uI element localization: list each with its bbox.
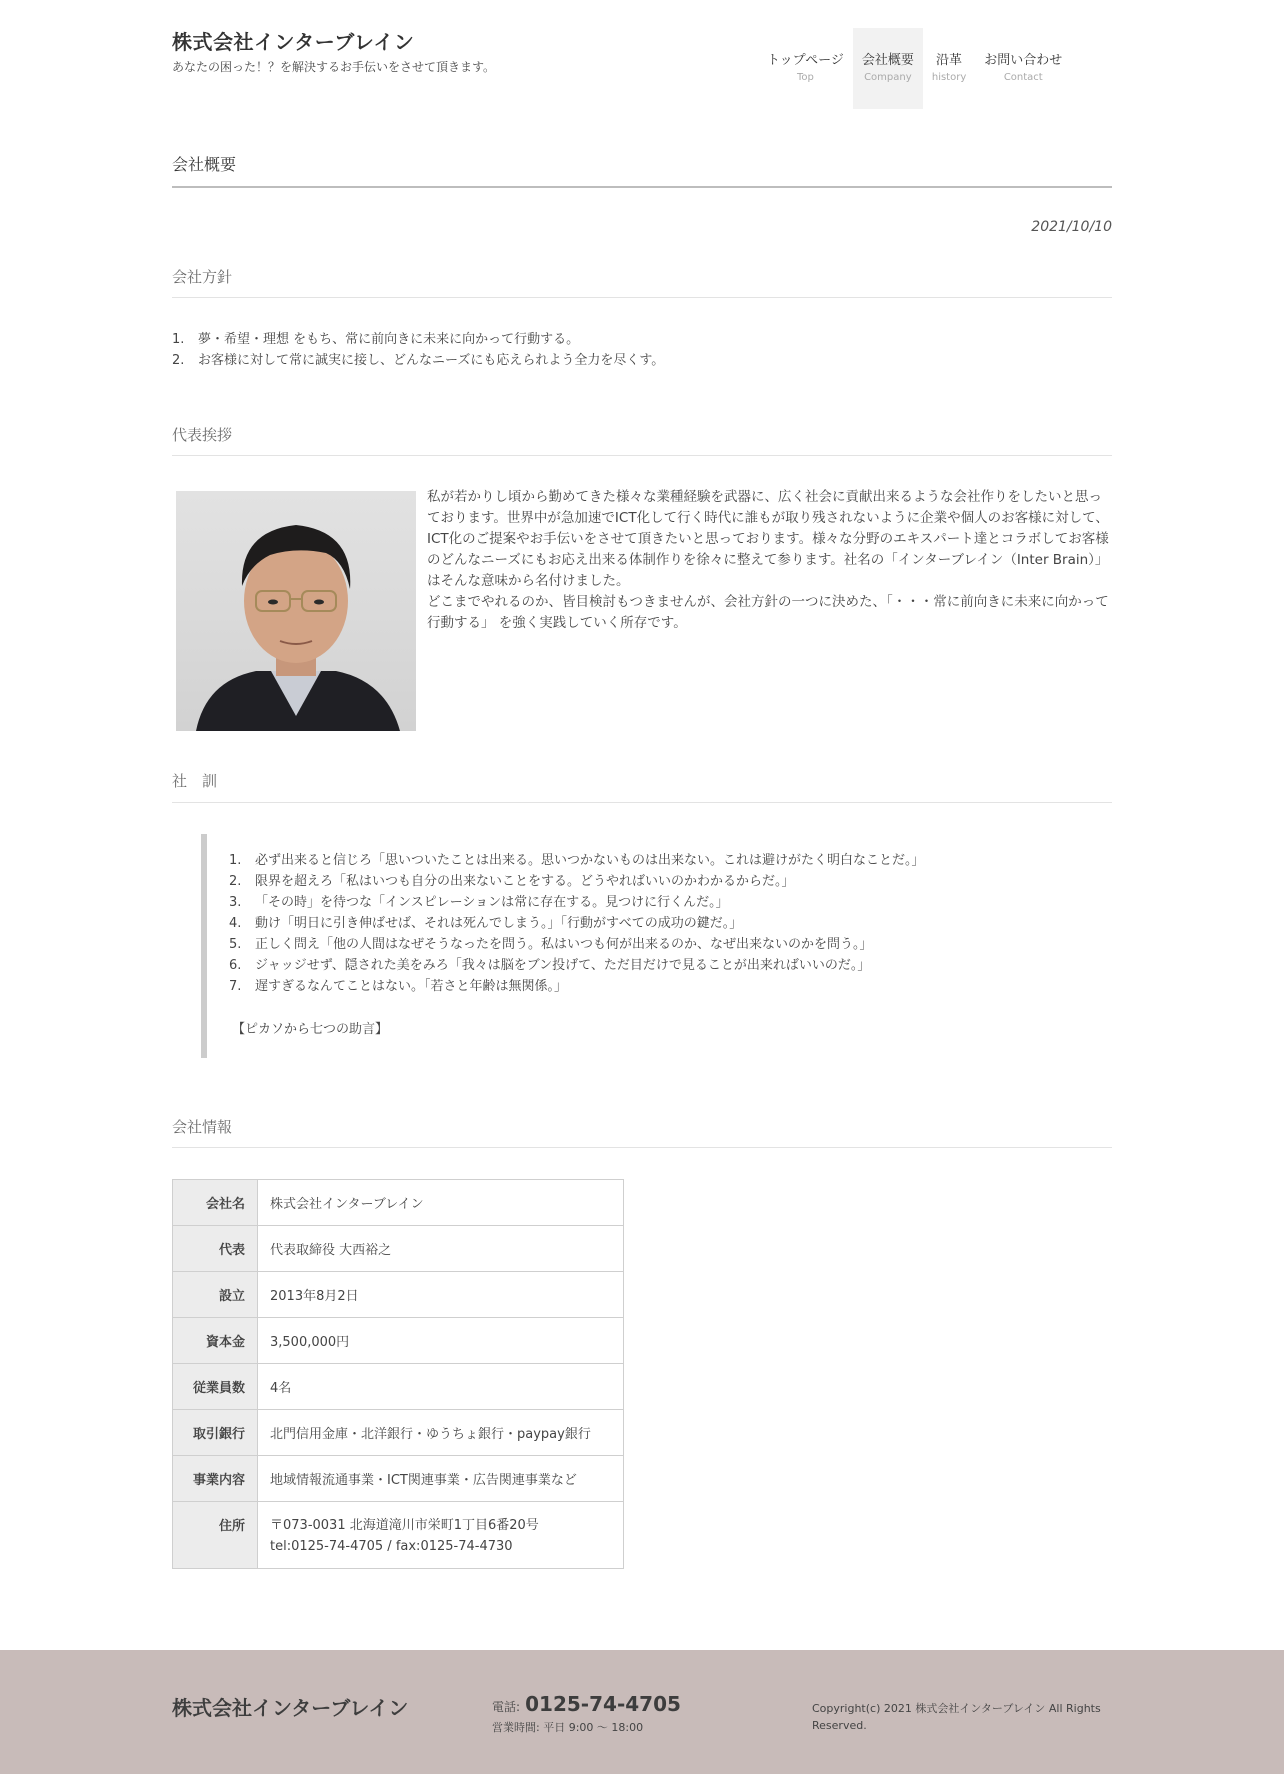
motto-list xyxy=(229,850,949,997)
nav-item-label: トップページ xyxy=(767,53,844,68)
section-divider xyxy=(172,455,1112,456)
motto-item-text: 動け「明日に引き伸ばせば、それは死んでしまう。」「行動がすべての成功の鍵だ。」 xyxy=(255,916,743,931)
row-value: 地域情報流通事業・ICT関連事業・広告関連事業など xyxy=(258,1456,624,1502)
policy-item-text: 夢・希望・理想 をもち、常に前向きに未来に向かって行動する。 xyxy=(198,332,580,347)
nav-item-label: お問い合わせ xyxy=(984,53,1063,68)
row-label: 設立 xyxy=(173,1272,258,1318)
motto-item-text: 「その時」を待つな「インスピレーションは常に存在する。見つけに行くんだ。」 xyxy=(255,895,729,910)
table-row xyxy=(173,1318,624,1364)
table-row xyxy=(173,1410,624,1456)
row-label: 事業内容 xyxy=(173,1456,258,1502)
footer-copyright: Copyright(c) 2021 株式会社インターブレイン All Rights Reserved. xyxy=(812,1702,1101,1732)
list-item: 3. 「その時」を待つな「インスピレーションは常に存在する。見つけに行くんだ。」 xyxy=(229,892,949,913)
list-item: 4. 動け「明日に引き伸ばせば、それは死んでしまう。」「行動がすべての成功の鍵だ。」 xyxy=(229,913,949,934)
address-contact: tel:0125-74-4705 / fax:0125-74-4730 xyxy=(270,1539,513,1554)
nav-item-label: 会社概要 xyxy=(861,53,914,68)
greeting-text xyxy=(427,487,1113,634)
nav-item-history[interactable] xyxy=(923,28,975,109)
list-item: 2. お客様に対して常に誠実に接し、どんなニーズにも応えられよう全力を尽くす。 xyxy=(172,350,1112,371)
section-heading-policy: 会社方針 xyxy=(172,268,233,286)
section-heading-company-info: 会社情報 xyxy=(172,1118,233,1136)
greeting-paragraph: どこまでやれるのか、皆目検討もつきませんが、会社方針の一つに決めた、「・・・常に前向きに未来に向かって行動する」 を強く実践していく所存です。 xyxy=(427,594,1109,631)
table-row xyxy=(173,1456,624,1502)
section-divider xyxy=(172,297,1112,298)
address-line: 〒073-0031 北海道滝川市栄町1丁目6番20号 xyxy=(270,1518,539,1533)
president-portrait-image xyxy=(176,491,416,731)
table-row xyxy=(173,1272,624,1318)
row-value: 4名 xyxy=(258,1364,624,1410)
nav-item-label: 沿革 xyxy=(936,53,963,68)
footer-company-name[interactable]: 株式会社インターブレイン xyxy=(172,1696,409,1720)
president-photo xyxy=(176,491,416,731)
motto-item-text: ジャッジせず、隠された美をみろ「我々は脳をブン投げて、ただ目だけで見ることが出来ればいいのだ。」 xyxy=(255,958,871,973)
table-row xyxy=(173,1364,624,1410)
list-item: 5. 正しく問え「他の人間はなぜそうなったを問う。私はいつも何が出来るのか、なぜ出来ないのかを問う。」 xyxy=(229,934,949,955)
nav-item-sublabel: Company xyxy=(864,72,912,83)
motto-item-text: 限界を超えろ「私はいつも自分の出来ないことをする。どうやればいいのかわかるからだ。」 xyxy=(255,874,795,889)
list-item: 1. 夢・希望・理想 をもち、常に前向きに未来に向かって行動する。 xyxy=(172,329,1112,350)
nav-item-top[interactable] xyxy=(758,28,853,109)
list-item: 1. 必ず出来ると信じろ「思いついたことは出来る。思いつかないものは出来ない。これは避けがたく明白なことだ。」 xyxy=(229,850,949,871)
nav-item-company[interactable] xyxy=(853,28,923,109)
table-row-address xyxy=(173,1502,624,1569)
footer-hours: 営業時間: 平日 9:00 〜 18:00 xyxy=(492,1721,644,1734)
row-label: 住所 xyxy=(173,1502,258,1569)
list-item: 7. 遅すぎるなんてことはない。「若さと年齢は無関係。」 xyxy=(229,976,949,997)
row-label: 従業員数 xyxy=(173,1364,258,1410)
footer-tel-label: 電話: xyxy=(492,1700,521,1714)
row-value: 代表取締役 大西裕之 xyxy=(258,1226,624,1272)
greeting-paragraph: 私が若かりし頃から勤めてきた様々な業種経験を武器に、広く社会に貢献出来るような会社作りをしたいと思っております。世界中が急加速でICT化して行く時代に誰もが取り残されないように企業や個人のお客様に対して、ICT化のご提案やお手伝いをさせて頂きたいと思っております。様々な分野のエキスパート達とコラボしてお客様のどんなニーズにもお応え出来る体制作りを徐々に整えて参ります。社名の「インターブレイン（Inter Brain）」はそんな意味から名付けました。 xyxy=(427,489,1109,589)
row-value: 株式会社インターブレイン xyxy=(258,1180,624,1226)
table-row xyxy=(173,1226,624,1272)
footer-contact xyxy=(492,1692,681,1735)
section-divider xyxy=(172,1147,1112,1148)
site-footer xyxy=(0,1650,1284,1774)
motto-blockquote xyxy=(201,834,925,1058)
page-title: 会社概要 xyxy=(172,155,237,174)
nav-item-sublabel: history xyxy=(931,72,967,83)
section-heading-motto: 社 訓 xyxy=(172,772,218,790)
row-label: 代表 xyxy=(173,1226,258,1272)
motto-item-text: 遅すぎるなんてことはない。「若さと年齢は無関係。」 xyxy=(255,979,568,994)
site-tagline: あなたの困った！？を解決するお手伝いをさせて頂きます。 xyxy=(172,60,496,74)
page-title-divider xyxy=(172,186,1112,188)
global-nav xyxy=(758,28,1071,109)
motto-item-text: 正しく問え「他の人間はなぜそうなったを問う。私はいつも何が出来るのか、なぜ出来ないのかを問う。」 xyxy=(255,937,873,952)
footer-tel[interactable]: 0125-74-4705 xyxy=(525,1692,681,1716)
row-value: 2013年8月2日 xyxy=(258,1272,624,1318)
section-heading-greeting: 代表挨拶 xyxy=(172,426,233,444)
row-label: 取引銀行 xyxy=(173,1410,258,1456)
nav-item-contact[interactable] xyxy=(975,28,1071,109)
policy-list xyxy=(172,329,1112,371)
list-item: 2. 限界を超えろ「私はいつも自分の出来ないことをする。どうやればいいのかわかるからだ。」 xyxy=(229,871,949,892)
list-item: 6. ジャッジせず、隠された美をみろ「我々は脳をブン投げて、ただ目だけで見ることが出来ればいいのだ。」 xyxy=(229,955,949,976)
nav-item-sublabel: Top xyxy=(796,72,814,83)
motto-source: 【ピカソから七つの助言】 xyxy=(232,1022,389,1037)
row-value xyxy=(258,1502,624,1569)
row-value: 北門信用金庫・北洋銀行・ゆうちょ銀行・paypay銀行 xyxy=(258,1410,624,1456)
site-title[interactable]: 株式会社インターブレイン xyxy=(172,30,415,54)
post-date: 2021/10/10 xyxy=(1031,219,1112,235)
motto-item-text: 必ず出来ると信じろ「思いついたことは出来る。思いつかないものは出来ない。これは避けがたく明白なことだ。」 xyxy=(255,853,925,868)
policy-item-text: お客様に対して常に誠実に接し、どんなニーズにも応えられよう全力を尽くす。 xyxy=(198,353,665,368)
nav-item-sublabel: Contact xyxy=(1003,72,1043,83)
company-info-table xyxy=(172,1179,624,1569)
section-divider xyxy=(172,802,1112,803)
table-row xyxy=(173,1180,624,1226)
row-label: 資本金 xyxy=(173,1318,258,1364)
row-value: 3,500,000円 xyxy=(258,1318,624,1364)
row-label: 会社名 xyxy=(173,1180,258,1226)
